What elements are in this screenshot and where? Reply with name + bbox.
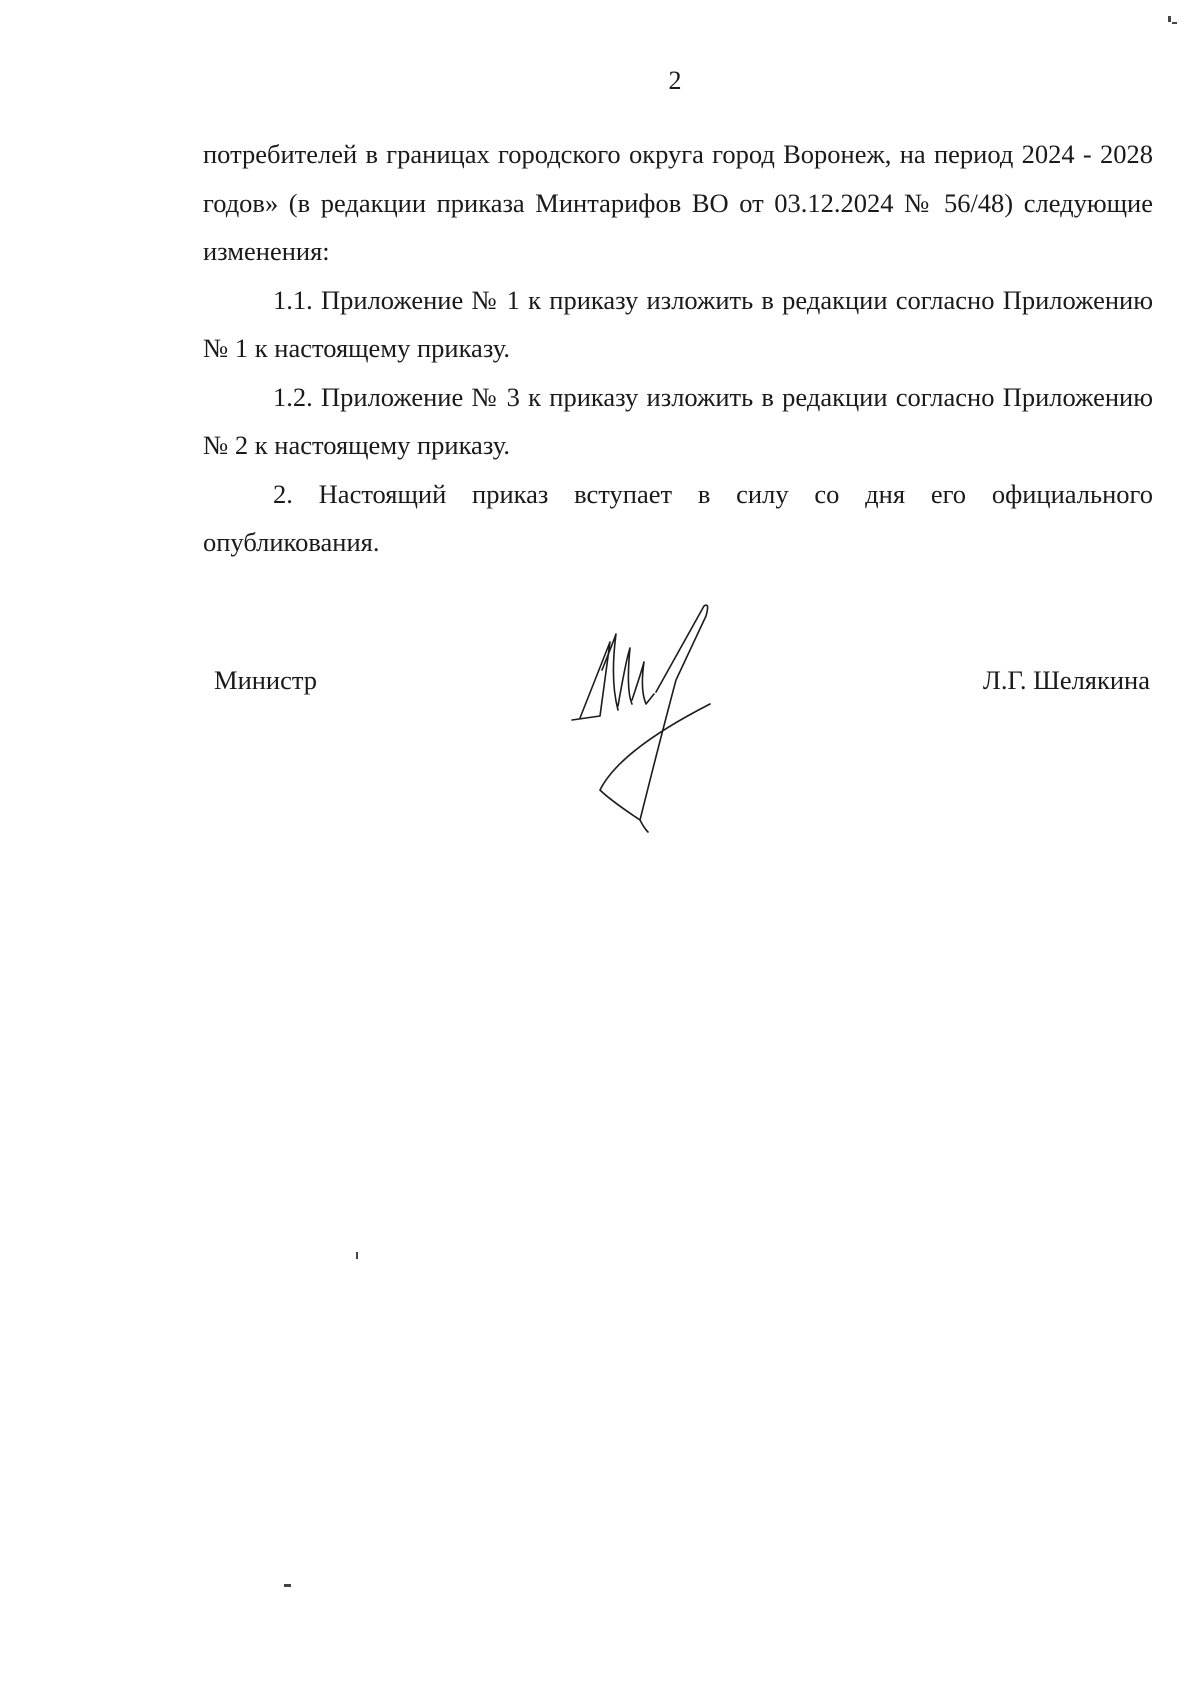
document-body <box>203 130 1153 567</box>
scan-artifact <box>1168 16 1171 22</box>
scan-artifact <box>284 1584 291 1587</box>
paragraph-item-1-2: 1.2. Приложение № 3 к приказу изложить в редакции согласно Приложению № 2 к настоящему приказу. <box>203 381 1153 460</box>
paragraph-continuation: потребителей в границах городского округа город Воронеж, на период 2024 - 2028 годов» (в редакции приказа Минтарифов ВО от 03.12.2024 № 56/48) следующие изменения: <box>203 139 1153 266</box>
paragraph-item-1-1: 1.1. Приложение № 1 к приказу изложить в редакции согласно Приложению № 1 к настоящему приказу. <box>203 284 1153 363</box>
scan-artifact <box>1172 22 1177 24</box>
page-number: 2 <box>668 66 682 95</box>
signer-name: Л.Г. Шелякина <box>982 665 1150 695</box>
handwritten-signature <box>570 600 730 840</box>
signer-position: Министр <box>214 665 318 695</box>
scan-artifact <box>356 1252 358 1259</box>
paragraph-item-2: 2. Настоящий приказ вступает в силу со дня его официального опубликования. <box>203 478 1153 557</box>
